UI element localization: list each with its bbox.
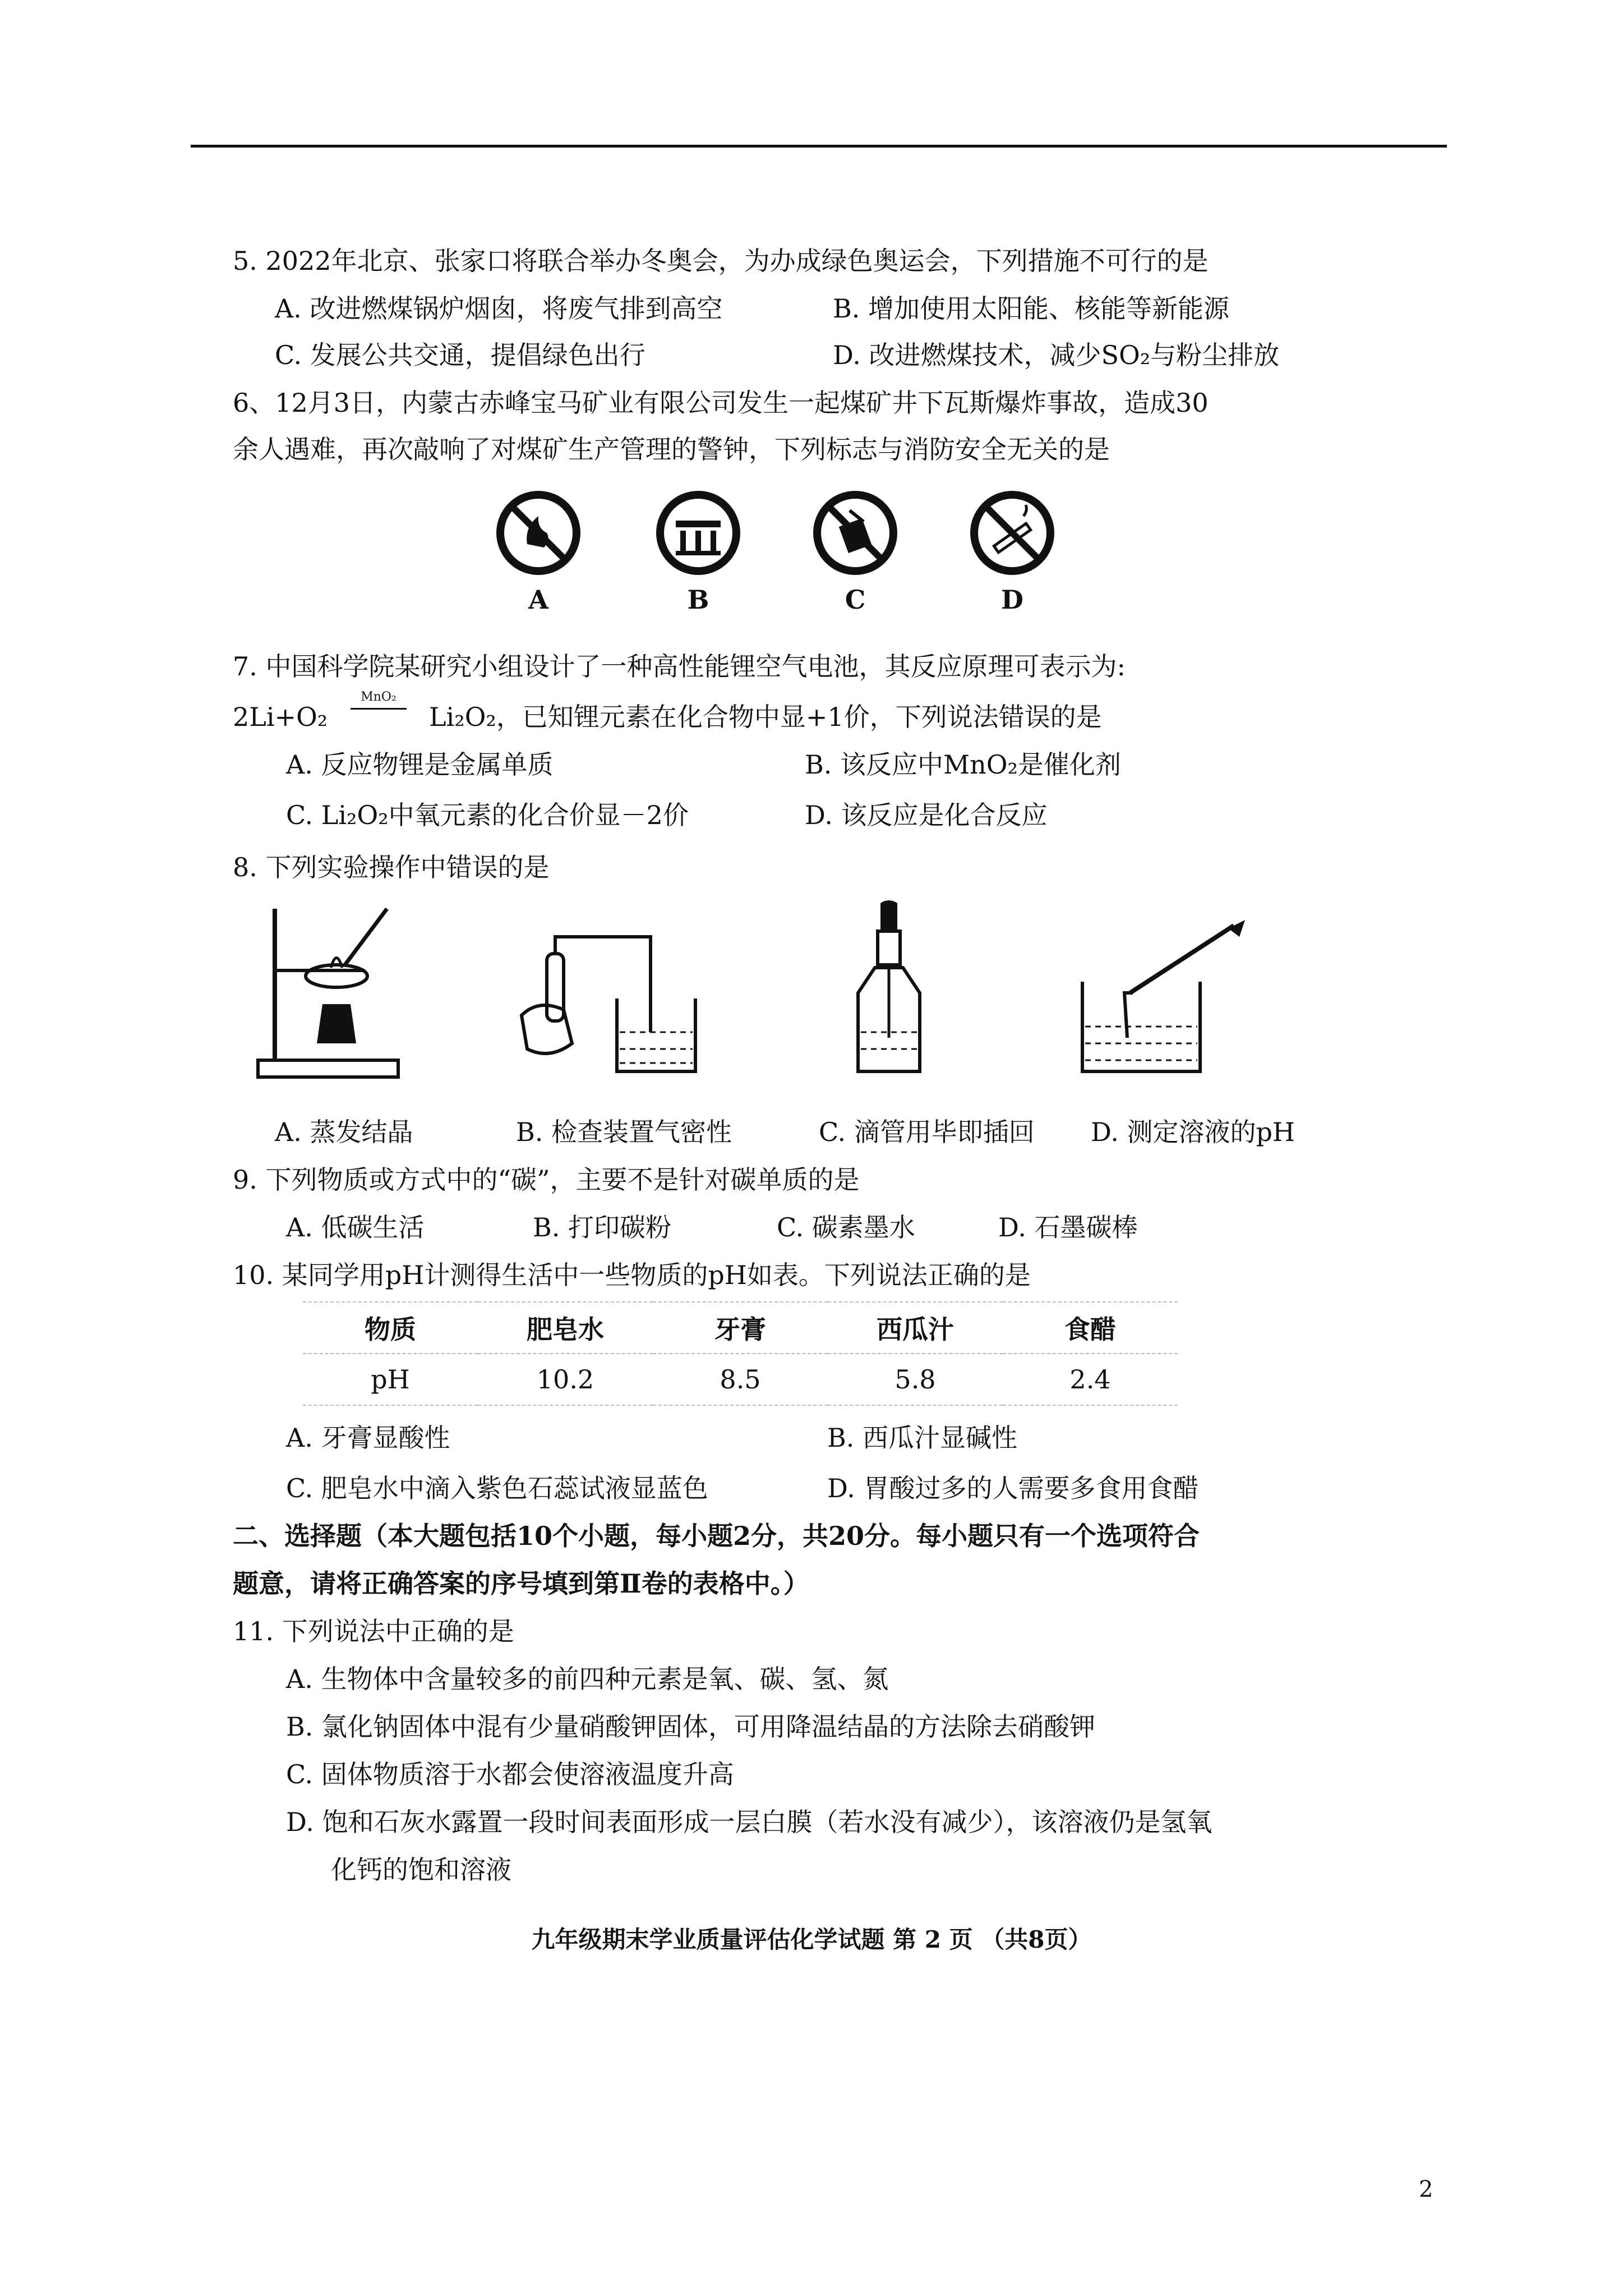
q7-equation-left: 2Li+O₂ bbox=[233, 702, 328, 732]
q11-option-b: B. 氯化钠固体中混有少量硝酸钾固体，可用降温结晶的方法除去硝酸钾 bbox=[286, 1711, 1096, 1742]
q6-sign-label-c: C bbox=[845, 585, 866, 615]
q7-option-b: B. 该反应中MnO₂是催化剂 bbox=[805, 749, 1121, 780]
section-2-heading-line2: 题意，请将正确答案的序号填到第Ⅱ卷的表格中。） bbox=[233, 1568, 809, 1599]
q10-option-b: B. 西瓜汁显碱性 bbox=[827, 1423, 1018, 1453]
q8-option-d: D. 测定溶液的pH bbox=[1091, 1117, 1295, 1147]
q9-option-c: C. 碳素墨水 bbox=[777, 1212, 915, 1243]
ph-table-header-cell: 物质 bbox=[303, 1302, 478, 1354]
ph-table-cell: 10.2 bbox=[478, 1354, 653, 1405]
q8-option-a: A. 蒸发结晶 bbox=[275, 1117, 413, 1147]
q7-option-c: C. Li₂O₂中氧元素的化合价显－2价 bbox=[286, 800, 689, 830]
q10-option-a: A. 牙膏显酸性 bbox=[286, 1423, 450, 1453]
q8-option-b: B. 检查装置气密性 bbox=[516, 1117, 732, 1147]
q6-sign-label-d: D bbox=[1001, 585, 1023, 615]
ph-table-cell: 5.8 bbox=[828, 1354, 1003, 1405]
q10-stem: 10. 某同学用pH计测得生活中一些物质的pH如表。下列说法正确的是 bbox=[233, 1260, 1031, 1290]
q9-option-a: A. 低碳生活 bbox=[286, 1212, 425, 1243]
q7-reaction-arrow-line bbox=[351, 708, 407, 710]
q10-option-d: D. 胃酸过多的人需要多食用食醋 bbox=[827, 1473, 1199, 1503]
q11-option-a: A. 生物体中含量较多的前四种元素是氧、碳、氢、氮 bbox=[286, 1664, 889, 1694]
page-number: 2 bbox=[1419, 2177, 1433, 2202]
q6-stem-line1: 6、12月3日，内蒙古赤峰宝马矿业有限公司发生一起煤矿井下瓦斯爆炸事故，造成30 bbox=[233, 388, 1209, 418]
q8-option-c: C. 滴管用毕即插回 bbox=[819, 1117, 1035, 1147]
evaporation-apparatus-illustration bbox=[252, 898, 409, 1085]
q5-option-a: A. 改进燃煤锅炉烟囱，将废气排到高空 bbox=[275, 293, 723, 324]
q7-equation-right: Li₂O₂，已知锂元素在化合物中显+1价，下列说法错误的是 bbox=[429, 702, 1102, 732]
q7-catalyst-label: MnO₂ bbox=[361, 690, 396, 704]
section-2-heading-line1: 二、选择题（本大题包括10个小题，每小题2分，共20分。每小题只有一个选项符合 bbox=[233, 1521, 1200, 1551]
ph-table-cell: 8.5 bbox=[653, 1354, 828, 1405]
safety-structure-sign-icon bbox=[653, 488, 743, 580]
q5-option-d: D. 改进燃煤技术，减少SO₂与粉尘排放 bbox=[833, 340, 1280, 370]
no-fireworks-sign-icon bbox=[810, 488, 900, 580]
q9-option-b: B. 打印碳粉 bbox=[533, 1212, 672, 1243]
airtightness-check-illustration bbox=[516, 931, 723, 1085]
ph-table-header-cell: 肥皂水 bbox=[478, 1302, 653, 1354]
ph-table-row bbox=[303, 1354, 1178, 1405]
q8-stem: 8. 下列实验操作中错误的是 bbox=[233, 852, 550, 882]
q11-stem: 11. 下列说法中正确的是 bbox=[233, 1616, 514, 1646]
ph-test-paper-illustration bbox=[1071, 914, 1267, 1085]
no-smoking-sign-icon bbox=[967, 488, 1057, 580]
q6-stem-line2: 余人遇难，再次敲响了对煤矿生产管理的警钟，下列标志与消防安全无关的是 bbox=[233, 434, 1110, 464]
q6-sign-label-a: A bbox=[528, 585, 548, 615]
q6-sign-label-b: B bbox=[687, 585, 709, 615]
ph-table-cell: 2.4 bbox=[1003, 1354, 1178, 1405]
q7-stem-line1: 7. 中国科学院某研究小组设计了一种高性能锂空气电池，其反应原理可表示为: bbox=[233, 651, 1126, 682]
header-rule bbox=[191, 145, 1447, 148]
no-fire-sign-icon bbox=[494, 488, 583, 580]
footer-title: 九年级期末学业质量评估化学试题 第 2 页 （共8页） bbox=[531, 1926, 1092, 1953]
ph-table-header-cell: 食醋 bbox=[1003, 1302, 1178, 1354]
q11-option-c: C. 固体物质溶于水都会使溶液温度升高 bbox=[286, 1759, 734, 1789]
q11-option-d-line1: D. 饱和石灰水露置一段时间表面形成一层白膜（若水没有减少），该溶液仍是氢氧 bbox=[286, 1807, 1212, 1837]
ph-table-header-cell: 西瓜汁 bbox=[828, 1302, 1003, 1354]
q7-option-d: D. 该反应是化合反应 bbox=[805, 800, 1048, 830]
q5-stem: 5. 2022年北京、张家口将联合举办冬奥会，为办成绿色奥运会，下列措施不可行的是 bbox=[233, 246, 1209, 276]
q9-option-d: D. 石墨碳棒 bbox=[998, 1212, 1138, 1243]
dropper-bottle-illustration bbox=[847, 898, 931, 1085]
ph-table-header-cell: 牙膏 bbox=[653, 1302, 828, 1354]
ph-table-cell: pH bbox=[303, 1354, 478, 1405]
q9-stem: 9. 下列物质或方式中的“碳”，主要不是针对碳单质的是 bbox=[233, 1165, 860, 1195]
ph-table-header-row bbox=[303, 1302, 1178, 1354]
q11-option-d-line2: 化钙的饱和溶液 bbox=[331, 1855, 511, 1885]
q5-option-c: C. 发展公共交通，提倡绿色出行 bbox=[275, 340, 645, 370]
ph-table bbox=[303, 1301, 1178, 1406]
q7-option-a: A. 反应物锂是金属单质 bbox=[286, 749, 554, 780]
q5-option-b: B. 增加使用太阳能、核能等新能源 bbox=[833, 293, 1230, 324]
q10-option-c: C. 肥皂水中滴入紫色石蕊试液显蓝色 bbox=[286, 1473, 708, 1503]
